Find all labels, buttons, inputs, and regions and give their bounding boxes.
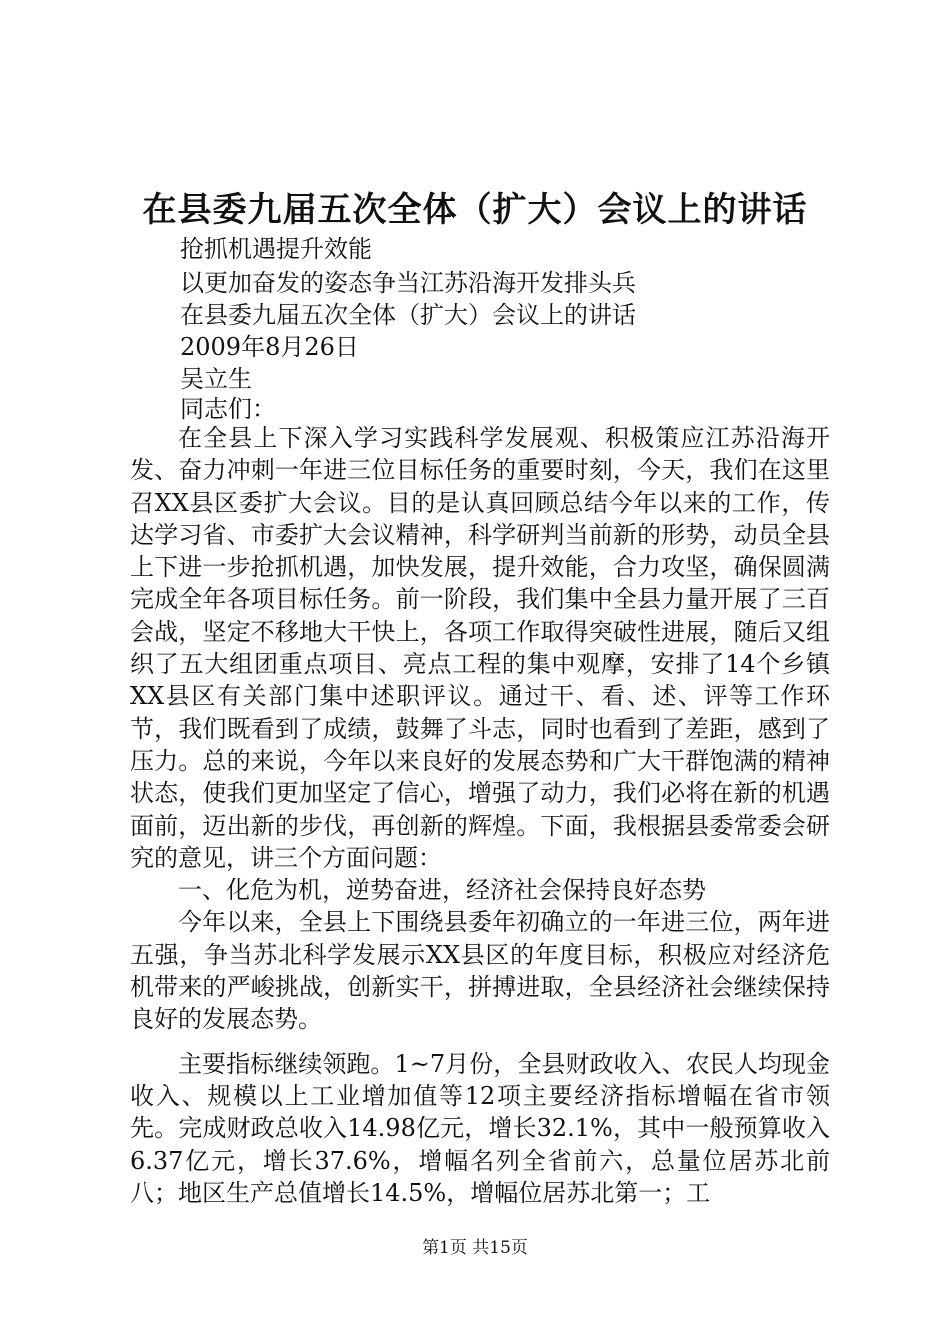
subtitle-line: 以更加奋发的姿态争当江苏沿海开发排头兵 xyxy=(180,269,636,297)
speech-title-line: 在县委九届五次全体（扩大）会议上的讲话 xyxy=(180,301,636,329)
page-footer: 第1页 共15页 xyxy=(422,1238,528,1258)
date-line: 2009年8月26日 xyxy=(180,333,359,361)
document-body xyxy=(130,422,830,1209)
speaker-name: 吴立生 xyxy=(180,365,252,393)
document-title: 在县委九届五次全体（扩大）会议上的讲话 xyxy=(142,190,808,230)
subtitle-line: 抢抓机遇提升效能 xyxy=(180,235,372,263)
paragraph: 主要指标继续领跑。1~7月份，全县财政收入、农民人均现金收入、规模以上工业增加值等12项主要经济指标增幅在省市领先。完成财政总收入14.98亿元，增长32.1%，其中一般预算收入6.37亿元，增长37.6%，增幅名列全省前六，总量位居苏北前八；地区生产总值增长14.5%，增幅位居苏北第一；工 xyxy=(130,1049,830,1207)
salutation: 同志们： xyxy=(180,395,276,423)
section-heading: 一、化危为机，逆势奋进，经济社会保持良好态势 xyxy=(178,876,706,905)
paragraph: 在全县上下深入学习实践科学发展观、积极策应江苏沿海开发、奋力冲刺一年进三位目标任务的重要时刻，今天，我们在这里召XX县区委扩大会议。目的是认真回顾总结今年以来的工作，传达学习省、市委扩大会议精神，科学研判当前新的形势，动员全县上下进一步抢抓机遇，加快发展，提升效能，合力攻坚，确保圆满完成全年各项目标任务。前一阶段，我们集中全县力量开展了三百会战，坚定不移地大干快上，各项工作取得突破性进展，随后又组织了五大组团重点项目、亮点工程的集中观摩，安排了14个乡镇XX县区有关部门集中述职评议。通过干、看、述、评等工作环节，我们既看到了成绩，鼓舞了斗志，同时也看到了差距，感到了压力。总的来说，今年以来良好的发展态势和广大干群饱满的精神状态，使我们更加坚定了信心，增强了动力，我们必将在新的机遇面前，迈出新的步伐，再创新的辉煌。下面，我根据县委常委会研究的意见，讲三个方面问题： xyxy=(130,424,830,872)
paragraph: 今年以来，全县上下围绕县委年初确立的一年进三位，两年进五强，争当苏北科学发展示XX县区的年度目标，积极应对经济危机带来的严峻挑战，创新实干，拼搏进取，全县经济社会继续保持良好的发展态势。 xyxy=(130,908,830,1034)
